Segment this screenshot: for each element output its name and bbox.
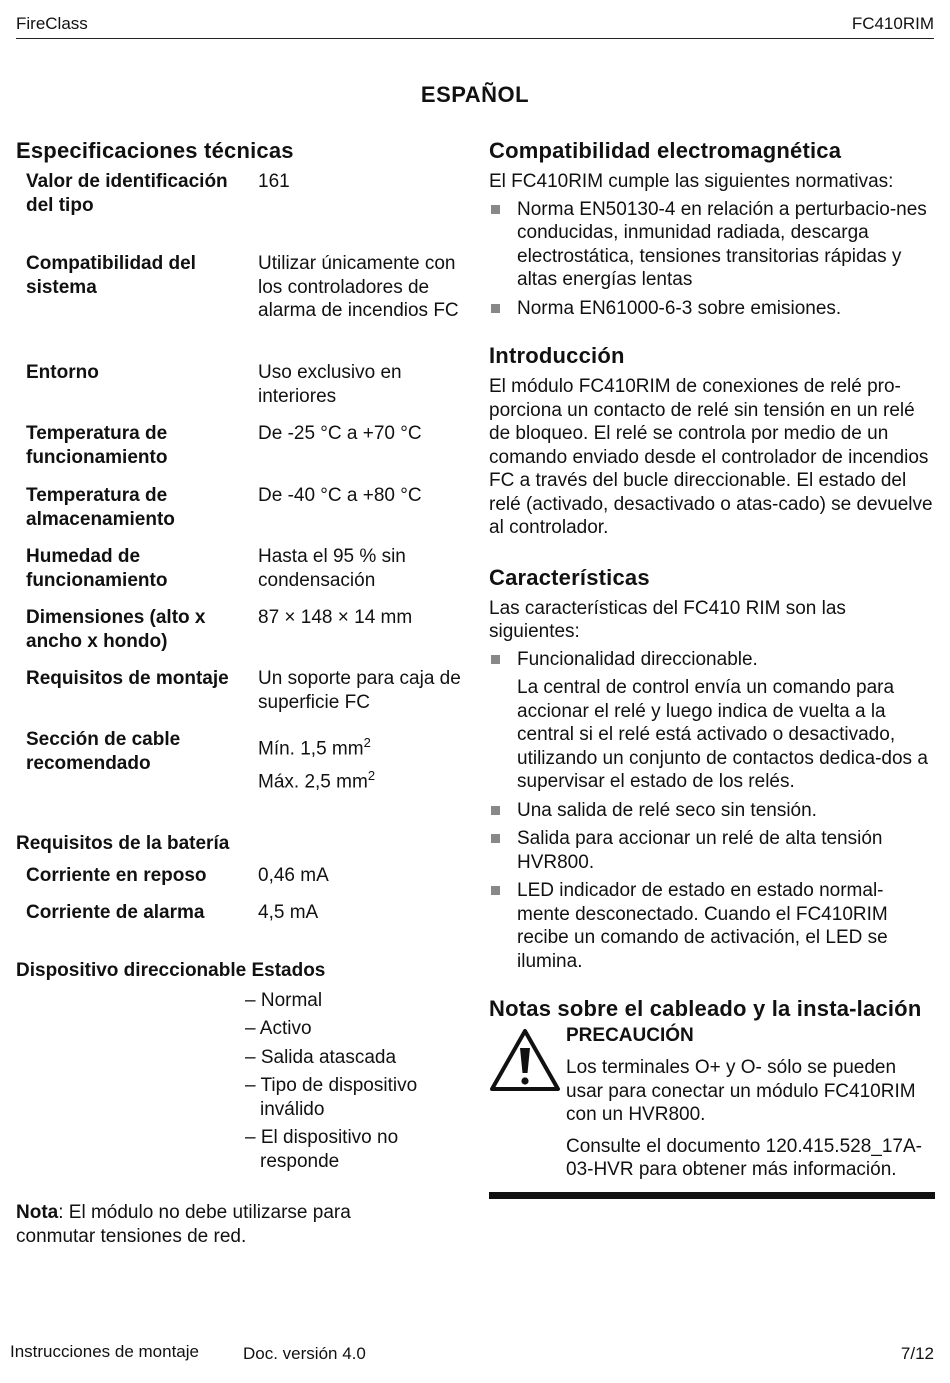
left-column <box>16 137 466 1248</box>
caution-reference: Consulte el documento 120.415.528_17A-03-HVR para obtener más información. <box>566 1135 922 1180</box>
battery-row <box>16 901 329 939</box>
spec-key: Entorno <box>26 362 99 383</box>
spec-value: De -40 °C a +80 °C <box>258 485 422 506</box>
spec-value <box>258 728 466 794</box>
list-item: Norma EN61000-6-3 sobre emisiones. <box>489 297 935 321</box>
spec-value: Un soporte para caja de superficie FC <box>258 668 461 713</box>
spec-key: Valor de identificación del tipo <box>26 171 228 216</box>
state-item: – Normal <box>245 989 323 1011</box>
spec-row <box>16 361 466 422</box>
cable-min: Mín. 1,5 mm <box>258 738 364 760</box>
spec-key: Temperatura de almacenamiento <box>26 485 175 530</box>
list-item: LED indicador de estado en estado normal-mente desconectado. Cuando el FC410RIM recibe un comando de activación, el LED se ilumina. <box>489 879 935 973</box>
states-list <box>245 989 466 1174</box>
note <box>16 1201 416 1248</box>
battery-table <box>16 864 329 939</box>
header-left: FireClass <box>16 14 88 33</box>
emc-intro: El FC410RIM cumple las siguientes normativas: <box>489 171 894 192</box>
battery-title: Requisitos de la batería <box>16 832 230 854</box>
list-item: Salida para accionar un relé de alta tensión HVR800. <box>489 827 935 874</box>
cable-min-exp: 2 <box>363 735 371 750</box>
battery-key: Corriente de alarma <box>26 902 205 924</box>
state-item: – Salida atascada <box>245 1046 397 1068</box>
battery-key: Corriente en reposo <box>26 864 207 886</box>
spec-value: 87 × 148 × 14 mm <box>258 607 413 628</box>
header-rule <box>16 38 934 39</box>
battery-row <box>16 864 329 902</box>
features-detail: La central de control envía un comando para accionar el relé y luego indica de vuelta a la central si el relé está activado o desactivado, utilizando un conjunto de contactos dedica-dos a supervisar el estado de los relés. <box>517 677 928 792</box>
caution-text: Los terminales O+ y O- sólo se pueden usar para conectar un módulo FC410RIM con un HVR800. <box>566 1057 916 1125</box>
specs-title: Especificaciones técnicas <box>16 138 294 163</box>
spec-row <box>16 170 466 252</box>
wiring-title: Notas sobre el cableado y la insta-lación <box>489 996 922 1021</box>
features-list <box>489 648 935 672</box>
features-title: Características <box>489 564 650 590</box>
spec-row <box>16 545 466 606</box>
state-item: – Tipo de dispositivo inválido <box>245 1075 418 1120</box>
spec-row <box>16 667 466 728</box>
specs-table <box>16 170 466 794</box>
note-text: : El módulo no debe utilizarse para conmutar tensiones de red. <box>16 1202 351 1247</box>
spec-row <box>16 252 466 361</box>
spec-key: Requisitos de montaje <box>26 668 229 689</box>
spec-key: Temperatura de funcionamiento <box>26 423 168 468</box>
caution-title: PRECAUCIÓN <box>566 1025 694 1046</box>
cable-max-exp: 2 <box>367 767 376 783</box>
spec-value: Utilizar únicamente con los controladores de alarma de incendios FC <box>258 253 459 321</box>
state-item: – El dispositivo no responde <box>245 1127 399 1172</box>
states-title: Dispositivo direccionable Estados <box>16 959 326 981</box>
spec-value: Hasta el 95 % sin condensación <box>258 546 406 591</box>
spec-key: Compatibilidad del sistema <box>26 253 196 298</box>
emc-list <box>489 198 935 321</box>
warning-triangle-icon <box>489 1028 561 1092</box>
intro-title: Introducción <box>489 343 625 368</box>
list-item: Norma EN50130-4 en relación a perturbacio-nes conducidas, inmunidad radiada, descarga electrostática, tensiones transitorias rápidas y altas energías lentas <box>489 198 935 292</box>
spec-value: 161 <box>258 171 290 192</box>
footer-version: Doc. versión 4.0 <box>243 1344 366 1363</box>
language-title: ESPAÑOL <box>420 82 530 107</box>
header-right: FC410RIM <box>851 14 934 33</box>
spec-row <box>16 484 466 545</box>
note-label: Nota <box>16 1202 59 1224</box>
battery-value: 4,5 mA <box>258 902 319 924</box>
intro-text: El módulo FC410RIM de conexiones de relé pro-porciona un contacto de relé sin tensión en un relé de bloqueo. El relé se controla por medio de un comando enviado desde el controlador de incendios FC a través del bucle direccionable. El estado del relé (activado, desactivado o atas-cado) se devuelve al controlador. <box>489 376 933 538</box>
features-intro: Las características del FC410 RIM son las siguientes: <box>489 597 846 642</box>
right-column <box>489 137 935 1199</box>
cable-max: Máx. 2,5 mm <box>258 771 368 793</box>
spec-row <box>16 728 466 794</box>
spec-value: De -25 °C a +70 °C <box>258 423 422 444</box>
spec-key: Dimensiones (alto x ancho x hondo) <box>26 607 206 652</box>
spec-key: Sección de cable recomendado <box>26 729 181 774</box>
section-end-bar <box>489 1192 935 1199</box>
state-item: – Activo <box>245 1018 312 1040</box>
spec-row <box>16 606 466 667</box>
spec-key: Humedad de funcionamiento <box>26 546 168 591</box>
footer-page-number: 7/12 <box>900 1344 934 1363</box>
spec-value: Uso exclusivo en interiores <box>258 362 402 407</box>
footer-left: Instrucciones de montaje <box>10 1342 199 1361</box>
list-item: Funcionalidad direccionable. <box>489 648 935 672</box>
spec-row <box>16 422 466 484</box>
emc-title: Compatibilidad electromagnética <box>489 138 842 163</box>
list-item: Una salida de relé seco sin tensión. <box>489 799 935 823</box>
features-list-more <box>489 799 935 974</box>
battery-value: 0,46 mA <box>258 864 329 886</box>
caution-box <box>489 1024 935 1182</box>
